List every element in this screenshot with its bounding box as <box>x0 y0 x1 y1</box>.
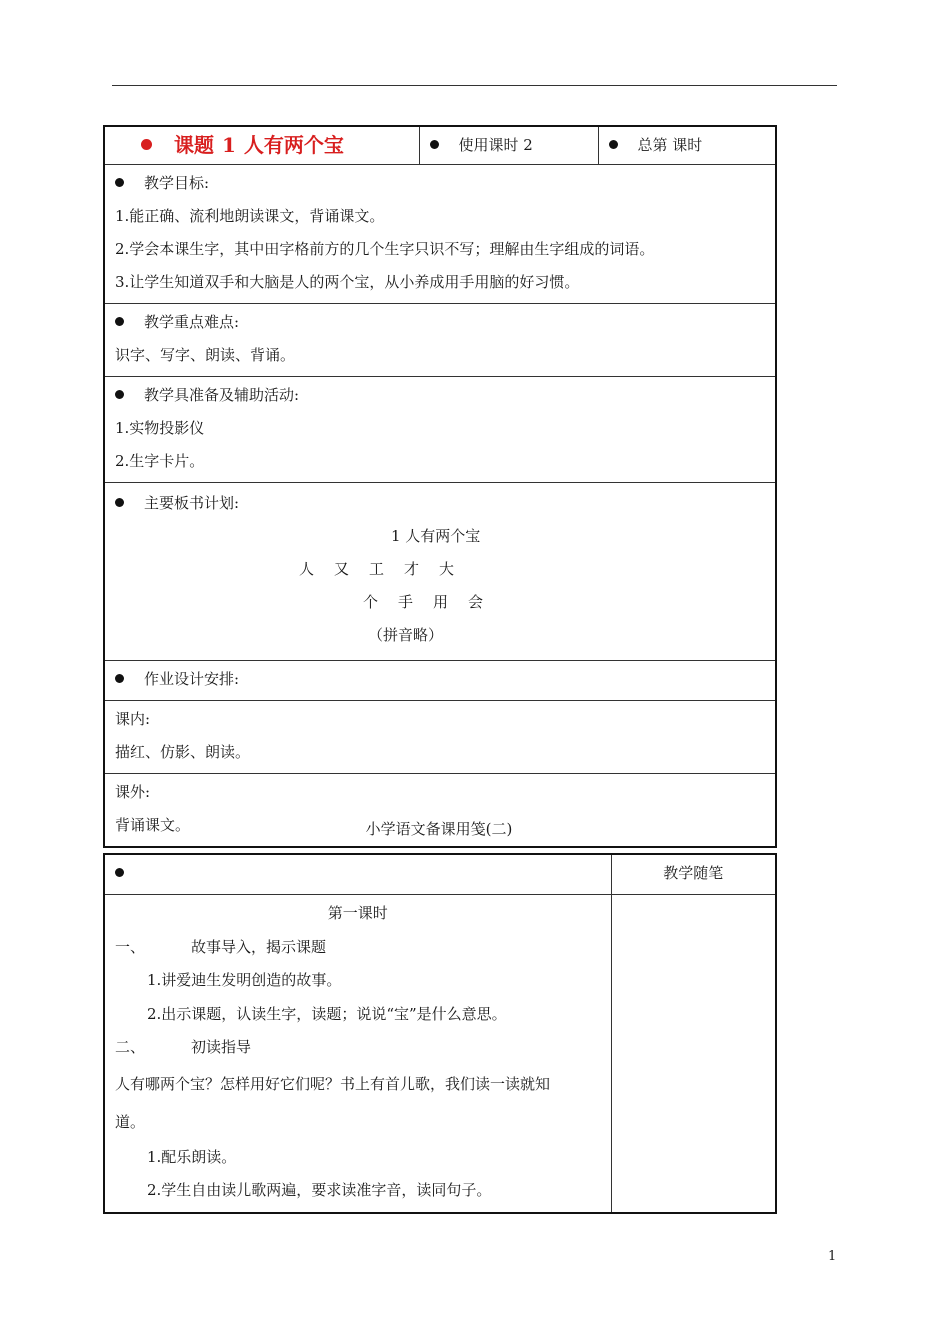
step-item: 1.配乐朗读。 <box>147 1147 237 1166</box>
board-heading: 主要板书计划: <box>144 494 240 512</box>
page-number: 1 <box>828 1249 837 1264</box>
notes-header: 教学随笔 <box>611 854 776 895</box>
goal-item: 1.能正确、流利地朗读课文，背诵课文。 <box>115 207 385 225</box>
bullet-icon <box>115 178 124 187</box>
board-section <box>104 483 776 661</box>
lesson-plan-table <box>103 853 777 1214</box>
bullet-icon <box>115 317 124 326</box>
goals-row <box>104 165 776 304</box>
after-class-label: 课外: <box>115 783 151 801</box>
board-row-1: 人 又 工 才 大 <box>299 560 455 578</box>
plan-header-cell <box>104 854 611 895</box>
bullet-icon <box>430 140 439 149</box>
prep-section <box>104 377 776 483</box>
board-title: 1 人有两个宝 <box>391 527 481 545</box>
prep-heading: 教学具准备及辅助活动: <box>144 386 300 404</box>
in-class-text: 描红、仿影、朗读。 <box>115 743 251 761</box>
hours-cell: 使用课时 2 <box>419 126 598 165</box>
in-class-label: 课内: <box>115 710 151 728</box>
plan-body-row <box>104 895 776 1213</box>
key-points-heading: 教学重点难点: <box>144 313 240 331</box>
plan-header-row <box>104 854 776 895</box>
lesson-title: 课题 1 人有两个宝 <box>104 126 419 165</box>
bullet-icon <box>115 498 124 507</box>
section-heading: 一、 故事导入，揭示课题 <box>115 937 327 956</box>
paragraph-line: 道。 <box>115 1112 146 1131</box>
lesson-period-title: 第一课时 <box>327 904 388 922</box>
goals-section <box>104 165 776 304</box>
page-caption: 小学语文备课用笺(二) <box>365 820 513 838</box>
key-points-text: 识字、写字、朗读、背诵。 <box>115 346 296 364</box>
key-points-row <box>104 304 776 377</box>
prep-item: 2.生字卡片。 <box>115 452 205 470</box>
notes-column <box>611 895 776 1213</box>
prep-item: 1.实物投影仪 <box>115 419 205 437</box>
bullet-icon <box>115 674 124 683</box>
goals-heading: 教学目标: <box>144 174 210 192</box>
homework-heading: 作业设计安排: <box>144 670 240 688</box>
plan-body <box>104 895 611 1213</box>
goal-item: 3.让学生知道双手和大脑是人的两个宝，从小养成用手用脑的好习惯。 <box>115 273 580 291</box>
total-hours-cell: 总第 课时 <box>598 126 776 165</box>
board-row-2: 个 手 用 会 <box>363 593 484 611</box>
in-class-cell <box>104 701 776 774</box>
homework-heading-row <box>104 661 776 701</box>
key-points-section <box>104 304 776 377</box>
step-item: 2.学生自由读儿歌两遍，要求读准字音，读同句子。 <box>147 1181 492 1199</box>
step-item: 1.讲爱迪生发明创造的故事。 <box>147 971 342 989</box>
board-row <box>104 483 776 661</box>
bullet-icon <box>141 139 152 150</box>
step-item: 2.出示课题，认读生字，读题；说说“宝”是什么意思。 <box>147 1004 507 1023</box>
paragraph-line: 人有哪两个宝？怎样用好它们呢？书上有首儿歌，我们读一读就知 <box>115 1074 551 1093</box>
lesson-info-table <box>103 125 777 848</box>
after-class-text: 背诵课文。 <box>115 816 191 834</box>
header-rule <box>112 85 837 86</box>
board-note: （拼音略） <box>368 626 444 644</box>
title-row <box>104 126 776 165</box>
bullet-icon <box>609 140 618 149</box>
bullet-icon <box>115 390 124 399</box>
prep-row <box>104 377 776 483</box>
homework-heading-cell <box>104 661 776 701</box>
bullet-icon <box>115 868 124 877</box>
goal-item: 2.学会本课生字，其中田字格前方的几个生字只识不写；理解由生字组成的词语。 <box>115 240 655 258</box>
in-class-row <box>104 701 776 774</box>
section-heading: 二、 初读指导 <box>115 1038 252 1056</box>
